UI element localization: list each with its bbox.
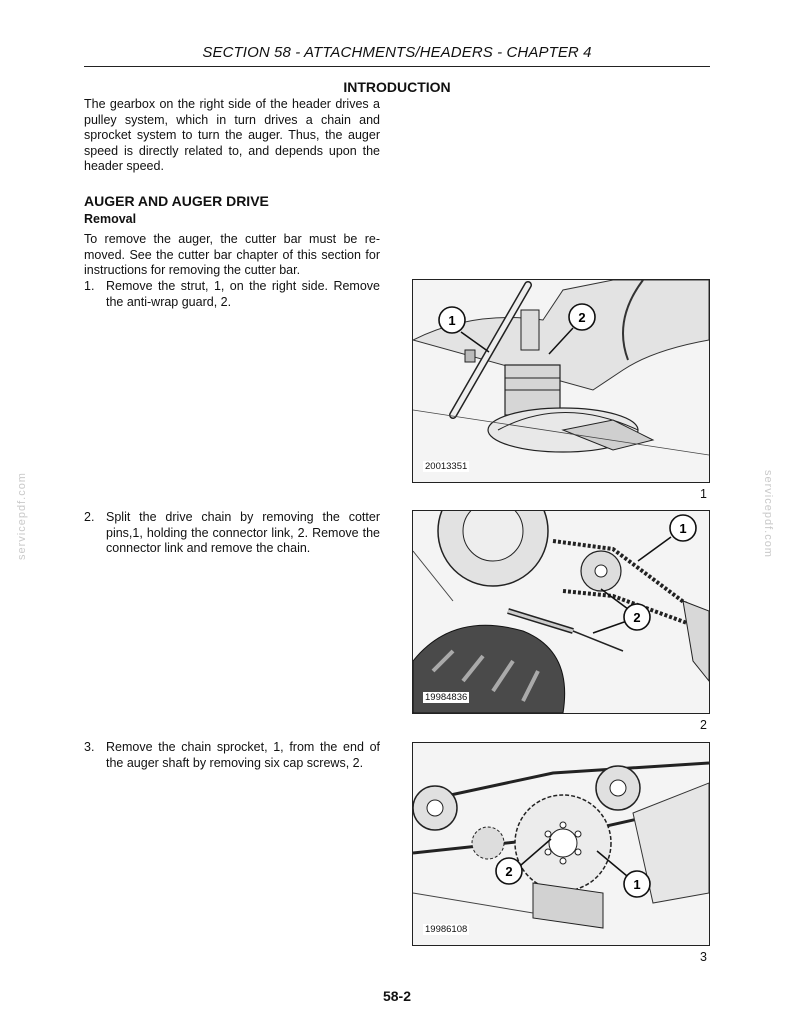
drive-chain-drawing (413, 511, 709, 713)
figure-id: 19986108 (425, 924, 468, 935)
callout-label: 2 (633, 610, 641, 625)
figure-id: 19984836 (425, 692, 468, 703)
step-text: Split the drive chain by removing the cotter pins,1, holding the connector link, 2. Remove the connector link and remove the chain. (106, 510, 380, 555)
step-3 (84, 740, 380, 771)
header-rule (84, 66, 710, 67)
figure-number: 3 (700, 950, 707, 964)
step-1 (84, 279, 380, 310)
sprocket-drawing (413, 743, 709, 945)
introduction-heading: INTRODUCTION (343, 79, 451, 95)
figure-number: 1 (700, 487, 707, 501)
figure-1-strut-illustration (412, 279, 710, 483)
figure-2-drive-chain-illustration (412, 510, 710, 714)
callout-label: 2 (505, 864, 513, 879)
strut-drawing (413, 280, 709, 482)
callout-label: 1 (679, 521, 687, 536)
watermark-right: servicepdf.com (762, 470, 774, 558)
figure-number: 2 (700, 718, 707, 732)
callout-label: 1 (448, 313, 456, 328)
step-number: 3. (84, 740, 95, 754)
callout-label: 1 (633, 877, 641, 892)
watermark-left: servicepdf.com (16, 472, 28, 560)
step-number: 1. (84, 279, 95, 293)
step-text: Remove the strut, 1, on the right side. Remove the anti-wrap guard, 2. (106, 279, 380, 309)
step-2 (84, 510, 380, 557)
auger-section-heading: AUGER AND AUGER DRIVE (84, 193, 269, 209)
removal-subheading: Removal (84, 212, 137, 226)
figure-id: 20013351 (425, 461, 468, 472)
step-number: 2. (84, 510, 95, 524)
section-header: SECTION 58 - ATTACHMENTS/HEADERS - CHAPTER 4 (202, 44, 592, 61)
callout-label: 2 (578, 310, 586, 325)
introduction-paragraph: The gearbox on the right side of the header drives a pulley system, which in turn drives a chain and sprocket system to turn the auger. Thus, the auger speed is directly related to, and depends upon the header speed. (84, 97, 380, 173)
step-text: Remove the chain sprocket, 1, from the end of the auger shaft by removing six cap screws, 2. (106, 740, 380, 770)
page-number: 58-2 (382, 988, 412, 1004)
figure-3-sprocket-illustration (412, 742, 710, 946)
auger-paragraph: To remove the auger, the cutter bar must be re-moved. See the cutter bar chapter of this section for instructions for removing the cutter bar. (84, 232, 380, 277)
